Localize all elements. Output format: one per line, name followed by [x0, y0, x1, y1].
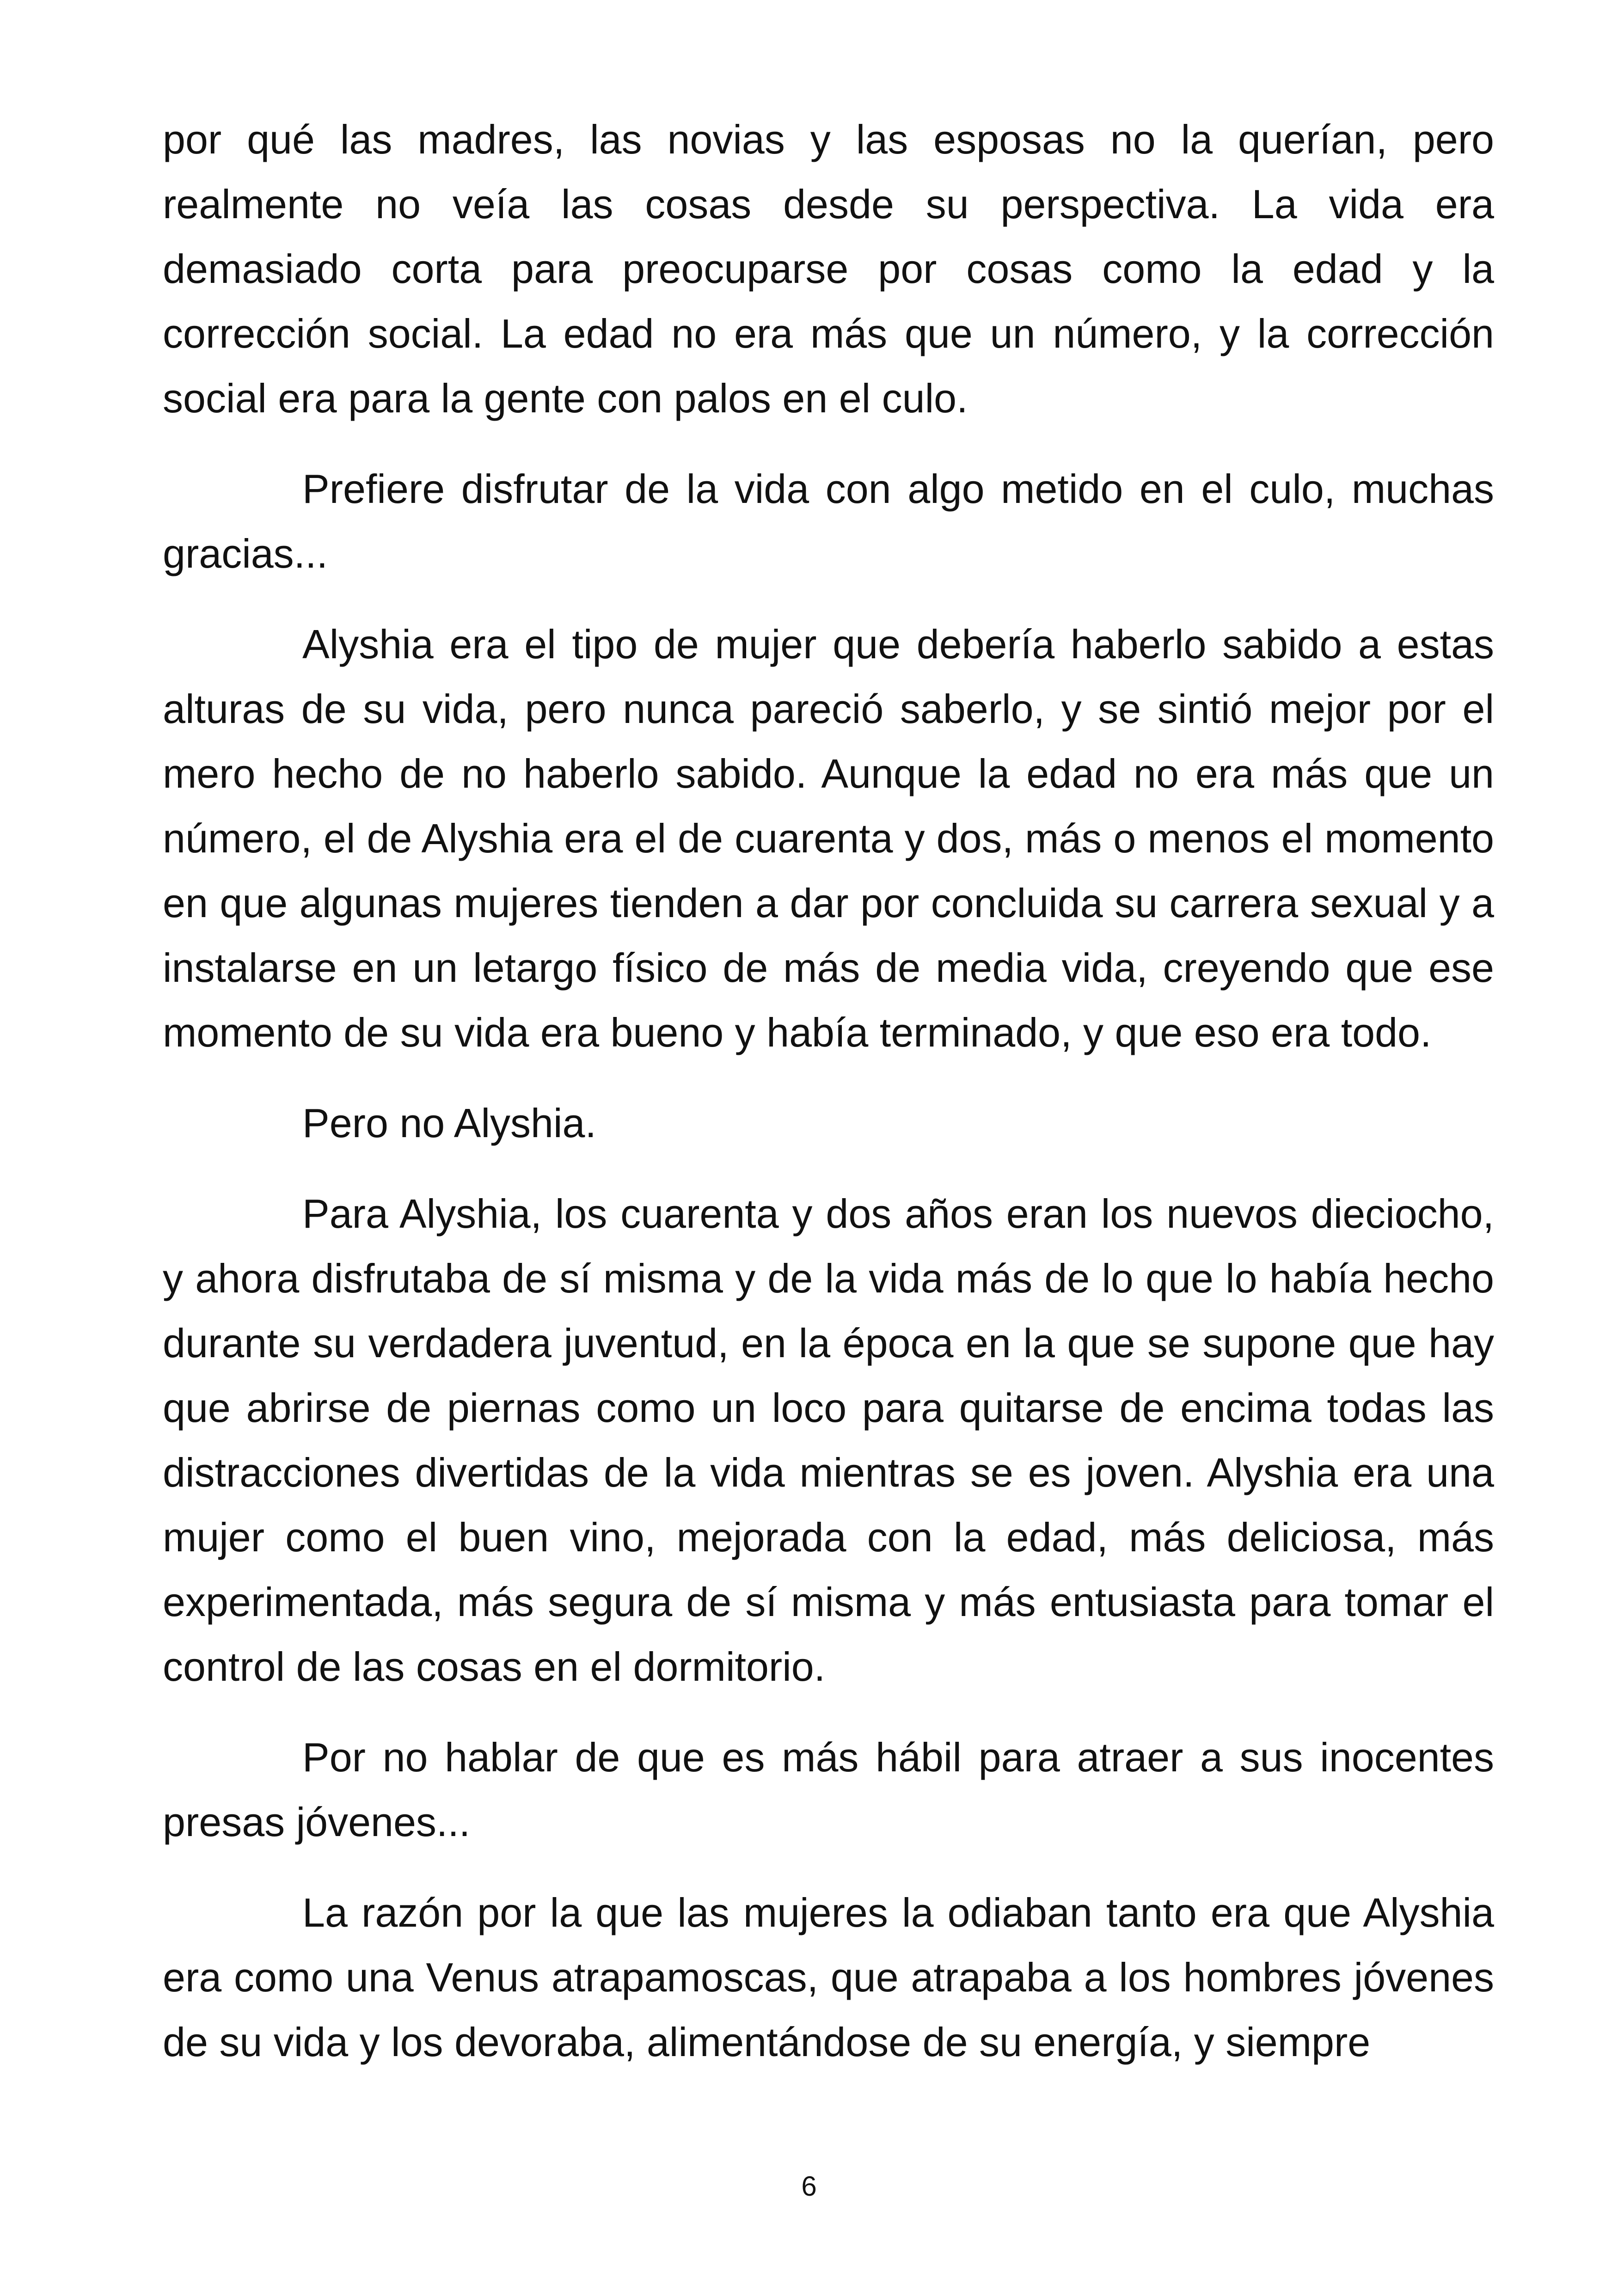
paragraph-1: por qué las madres, las novias y las esposas no la querían, pero realmente no veía las cosas desde su perspectiva. La vida era demasiado corta para preocuparse por cosas como la edad y la corrección social. La edad no era más que un número, y la corrección social era para la gente con palos en el culo.	[163, 116, 1494, 421]
paragraph-5: Para Alyshia, los cuarenta y dos años eran los nuevos dieciocho, y ahora disfrutaba de sí misma y de la vida más de lo que lo había hecho durante su verdadera juventud, en la época en la que se supone que hay que abrirse de piernas como un loco para quitarse de encima todas las distracciones divertidas de la vida mientras se es joven. Alyshia era una mujer como el buen vino, mejorada con la edad, más deliciosa, más experimentada, más segura de sí misma y más entusiasta para tomar el control de las cosas en el dormitorio.	[163, 1191, 1494, 1690]
paragraph-7: La razón por la que las mujeres la odiaban tanto era que Alyshia era como una Venus atrapamoscas, que atrapaba a los hombres jóvenes de su vida y los devoraba, alimentándose de su energía, y siempre	[163, 1890, 1494, 2065]
body-text	[163, 107, 1494, 2100]
page-number: 6	[801, 2171, 817, 2202]
paragraph-3: Alyshia era el tipo de mujer que debería haberlo sabido a estas alturas de su vida, pero nunca pareció saberlo, y se sintió mejor por el mero hecho de no haberlo sabido. Aunque la edad no era más que un número, el de Alyshia era el de cuarenta y dos, más o menos el momento en que algunas mujeres tienden a dar por concluida su carrera sexual y a instalarse en un letargo físico de más de media vida, creyendo que ese momento de su vida era bueno y había terminado, y que eso era todo.	[163, 621, 1494, 1055]
paragraph-4: Pero no Alyshia.	[302, 1100, 596, 1146]
paragraph-6: Por no hablar de que es más hábil para atraer a sus inocentes presas jóvenes...	[163, 1734, 1494, 1845]
paragraph-2: Prefiere disfrutar de la vida con algo metido en el culo, muchas gracias...	[163, 466, 1494, 576]
